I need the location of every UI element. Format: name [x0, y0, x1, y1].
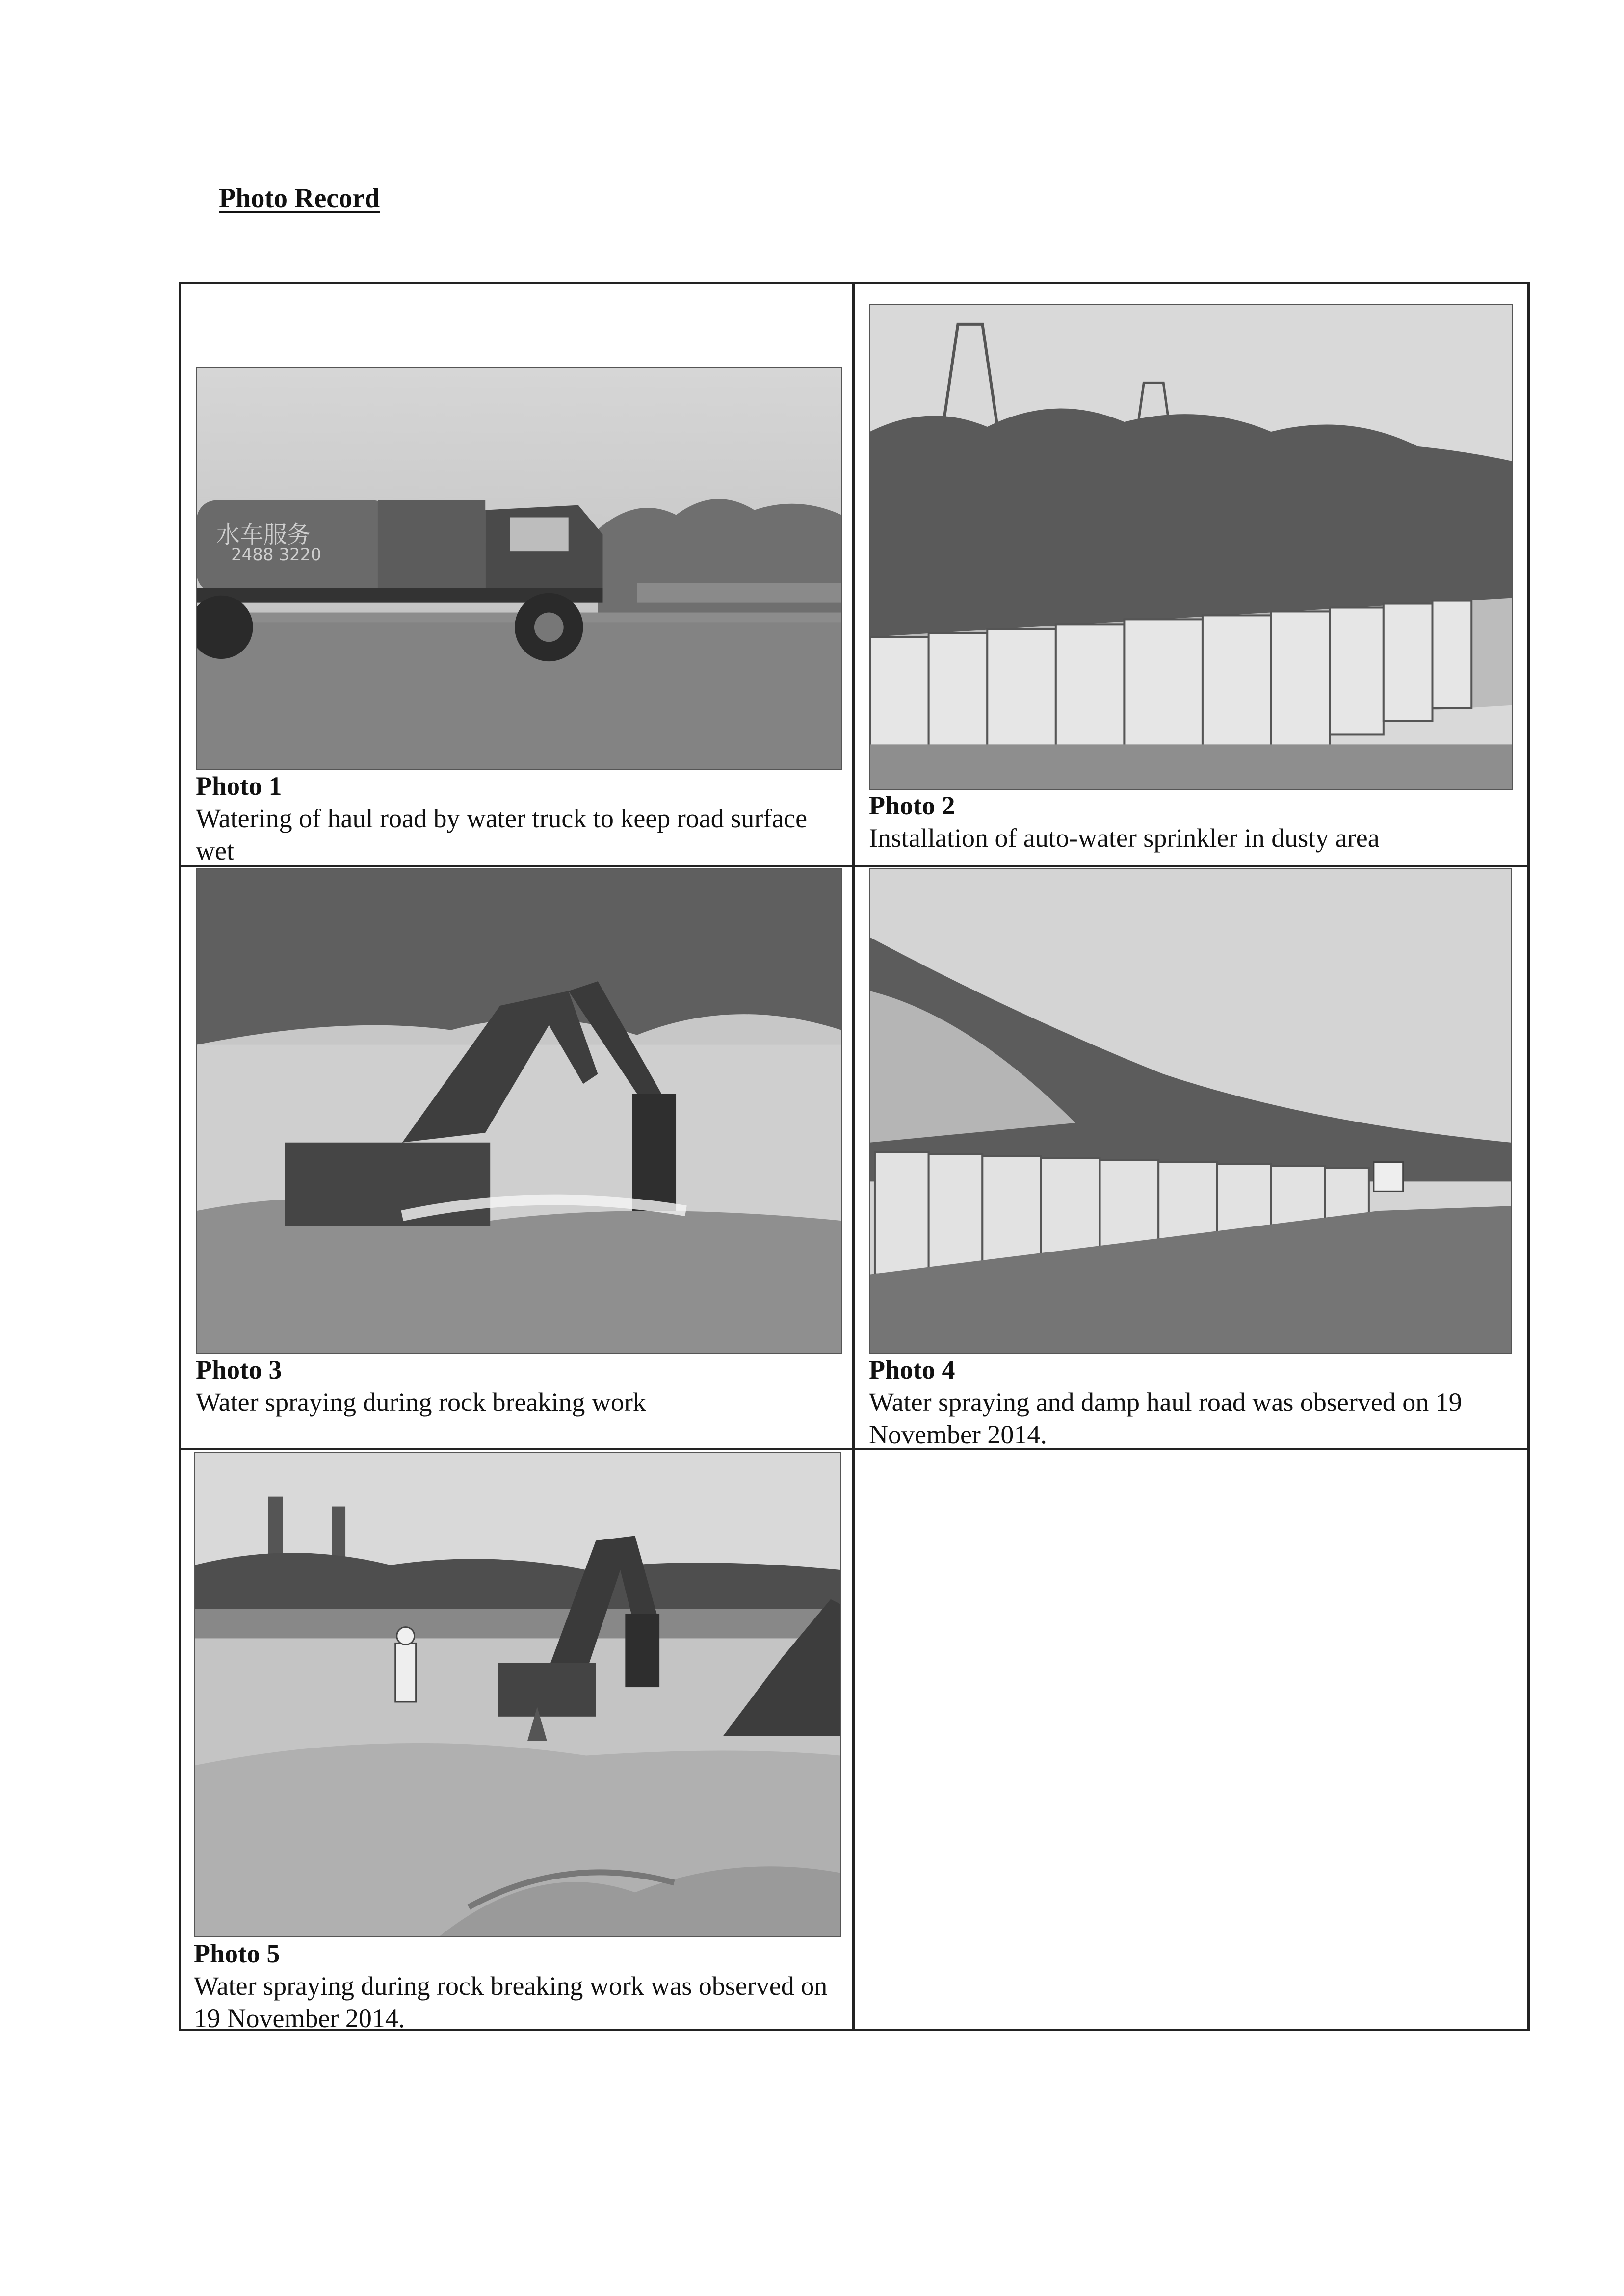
photo-2-caption: [869, 789, 1513, 854]
photo-2-title: Photo 2: [869, 791, 955, 820]
truck-phone-number: 2488 3220: [231, 545, 321, 565]
photo-5-description: Water spraying during rock breaking work was observed on 19 November 2014.: [194, 1971, 828, 2033]
photo-2-description: Installation of auto-water sprinkler in dusty area: [869, 823, 1380, 853]
photo-4-image: [869, 868, 1512, 1354]
photo-2-image: [869, 304, 1513, 790]
photo-1-title: Photo 1: [196, 771, 282, 801]
photo-3-description: Water spraying during rock breaking work: [196, 1387, 646, 1417]
photo-3-image: [196, 868, 842, 1354]
truck-lettering: 水车服务: [216, 521, 311, 548]
photo-1-image: [196, 367, 842, 770]
photo-record-table: [179, 282, 1530, 2031]
photo-4-caption: [869, 1354, 1512, 1451]
page-heading: Photo Record: [219, 183, 380, 213]
photo-5-image: [194, 1452, 841, 1937]
photo-3-caption: [196, 1354, 842, 1418]
photo-3-title: Photo 3: [196, 1355, 282, 1384]
photo-5-title: Photo 5: [194, 1939, 280, 1968]
photo-4-title: Photo 4: [869, 1355, 955, 1384]
photo-4-description: Water spraying and damp haul road was observed on 19 November 2014.: [869, 1387, 1462, 1449]
photo-1-caption: [196, 770, 842, 867]
photo-5-caption: [194, 1937, 841, 2035]
column-divider: [852, 284, 855, 2029]
photo-1-description: Watering of haul road by water truck to keep road surface wet: [196, 804, 808, 865]
